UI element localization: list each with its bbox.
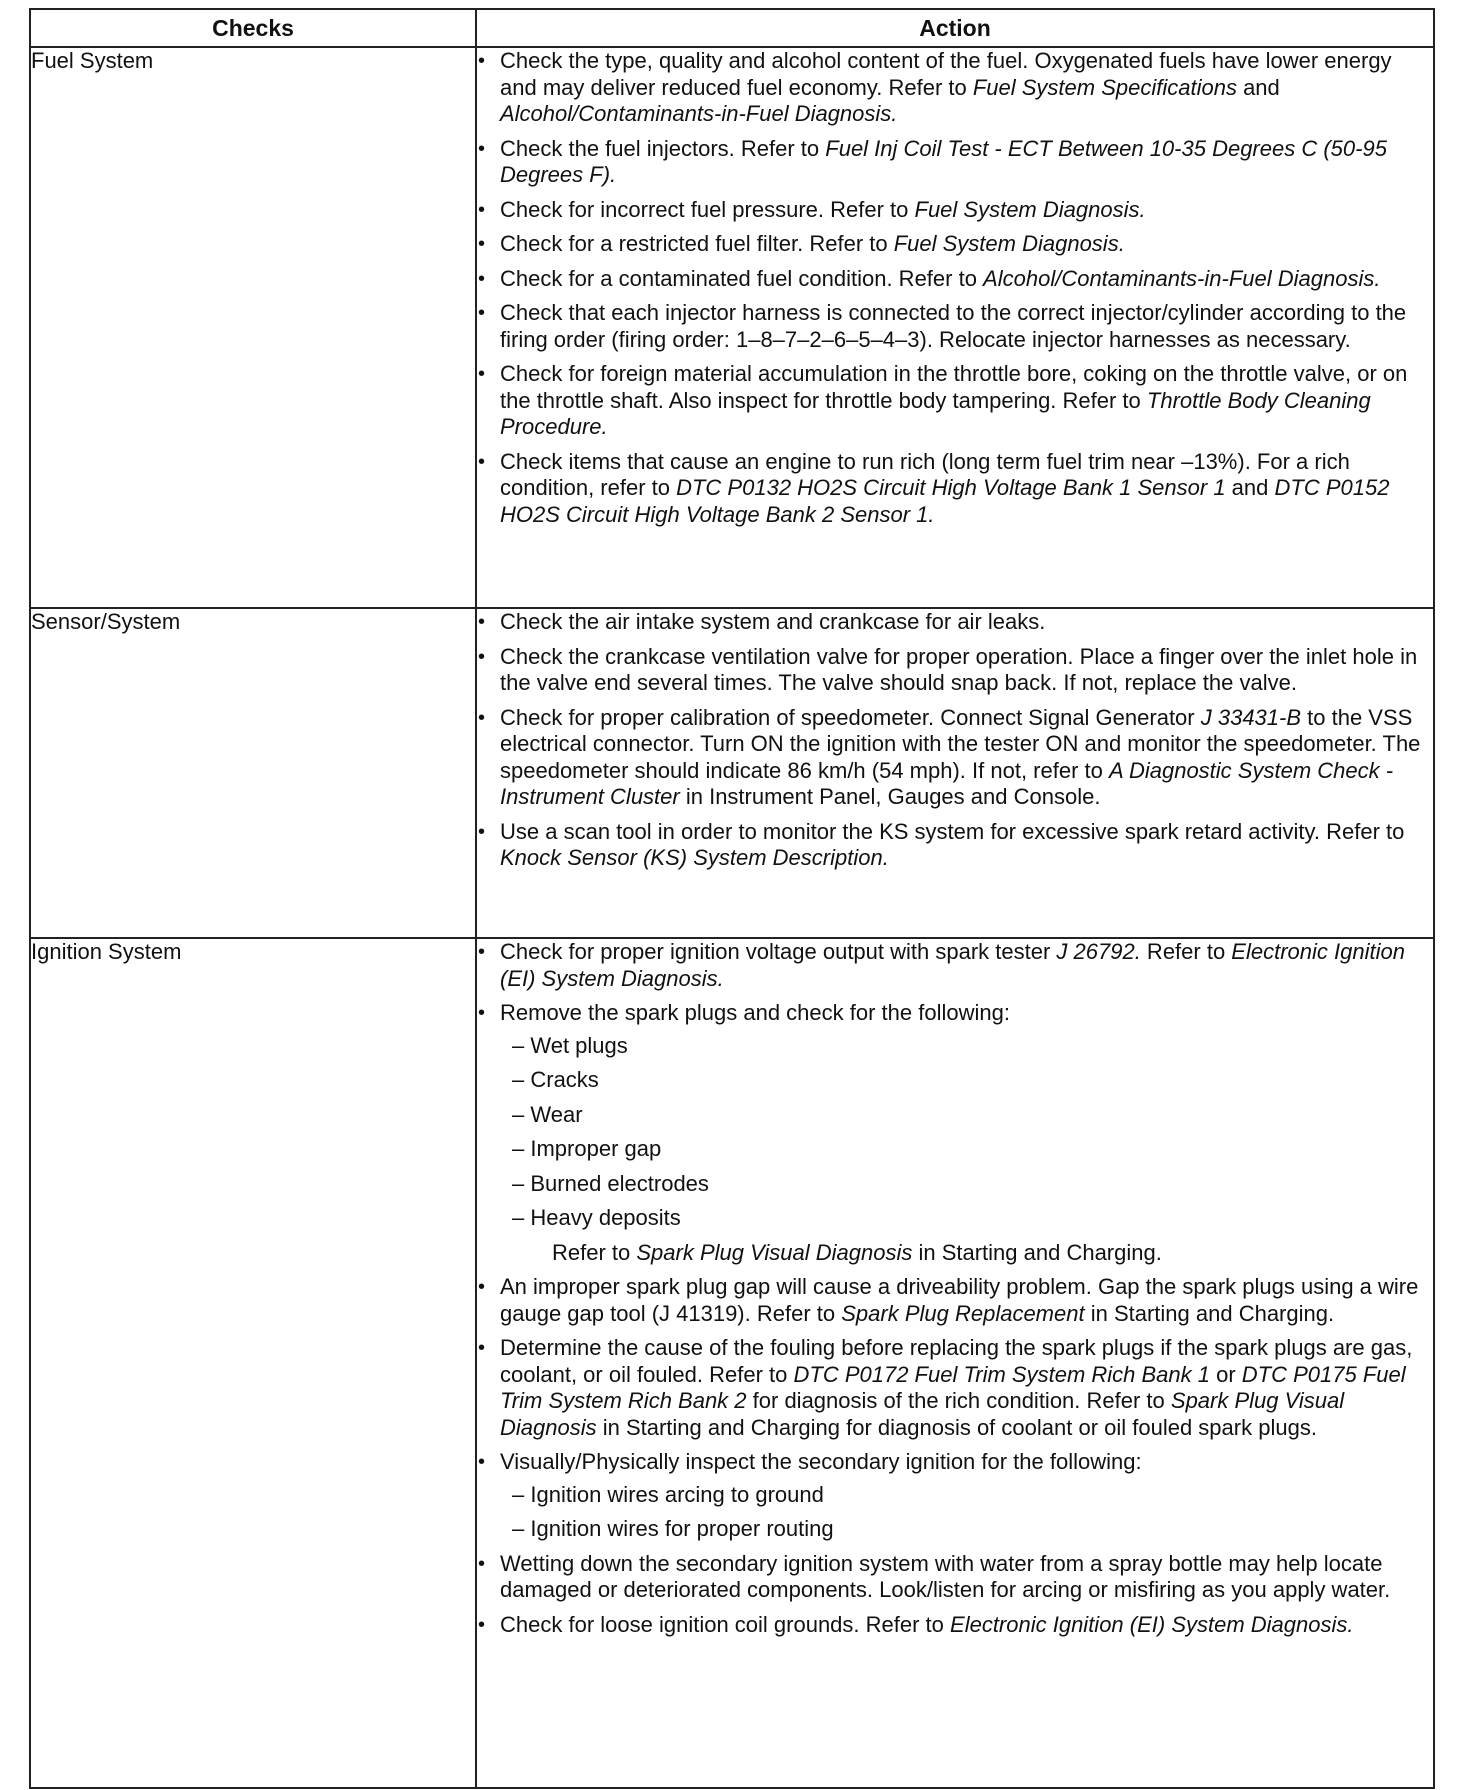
action-item (477, 1000, 1433, 1266)
spark-plug-refer (512, 1240, 1433, 1267)
action-item (477, 939, 1433, 992)
action-list (477, 609, 1433, 872)
action-item (477, 136, 1433, 189)
sub-item: – Ignition wires arcing to ground (512, 1482, 1433, 1509)
action-text: in Instrument Panel, Gauges and Console. (679, 784, 1101, 809)
action-item (477, 1274, 1433, 1327)
action-text: Check that each injector harness is connected to the correct injector/cylinder according to the firing order (firing order: 1–8–7–2–6–5–4–3). Relocate injector harnesses as necessary. (500, 300, 1407, 352)
reference-text: A Diagnostic System Check - Instrument Cluster (500, 757, 1394, 809)
reference-text: Spark Plug Replacement (841, 1300, 1085, 1326)
action-text: and (1225, 475, 1275, 500)
action-text: Refer to (552, 1239, 637, 1265)
action-text: or (1210, 1361, 1242, 1387)
action-item (477, 609, 1433, 636)
action-text: Use a scan tool in order to monitor the KS system for excessive spark retard activity. Refer to (500, 818, 1405, 844)
action-item (477, 48, 1433, 128)
table-row (30, 608, 1434, 938)
action-list (477, 48, 1433, 528)
action-cell (476, 47, 1434, 608)
action-text: Check the air intake system and crankcase for air leaks. (500, 609, 1046, 634)
action-item (477, 300, 1433, 353)
action-item (477, 266, 1433, 293)
action-text: Wetting down the secondary ignition system with water from a spray bottle may help locate damaged or deteriorated components. Look/listen for arcing or misfiring as you apply water. (500, 1550, 1391, 1602)
reference-text: Knock Sensor (KS) System Description. (500, 845, 889, 870)
action-item (477, 705, 1433, 811)
spark-plug-checklist (500, 1033, 1433, 1267)
action-text: An improper spark plug gap will cause a driveability problem. Gap the spark plugs using a wire gauge gap tool (J 41319). Refer to (500, 1274, 1419, 1326)
sub-item: – Wet plugs (512, 1033, 1433, 1060)
check-cell: Ignition System (30, 938, 476, 1788)
action-text: Refer to (1140, 939, 1232, 964)
action-text: Check for a restricted fuel filter. Refer to (500, 231, 894, 256)
action-item (477, 1551, 1433, 1604)
action-item (477, 1335, 1433, 1441)
reference-text: Alcohol/Contaminants-in-Fuel Diagnosis. (500, 101, 898, 126)
action-text: to the VSS electrical connector. Turn ON the ignition with the tester ON and monitor the speedometer. The speedometer should indicate 86 km/h (54 mph). If not, refer to (500, 704, 1421, 783)
action-text: Check for proper calibration of speedometer. Connect Signal Generator (500, 704, 1201, 730)
action-list (477, 939, 1433, 1638)
check-cell: Sensor/System (30, 608, 476, 938)
action-item (477, 231, 1433, 258)
secondary-ignition-checklist (500, 1482, 1433, 1543)
reference-text: Alcohol/Contaminants-in-Fuel Diagnosis. (983, 265, 1381, 291)
action-text: Check for foreign material accumulation in the throttle bore, coking on the throttle valve, or on the throttle shaft. Also inspect for throttle body tampering. Refer to (500, 361, 1408, 413)
sub-item: – Burned electrodes (512, 1171, 1433, 1198)
action-text: for diagnosis of the rich condition. Refer to (746, 1388, 1171, 1413)
action-cell (476, 938, 1434, 1788)
action-header: Action (476, 9, 1434, 47)
sub-item: – Wear (512, 1102, 1433, 1129)
reference-text: Electronic Ignition (EI) System Diagnosis. (950, 1611, 1354, 1637)
action-item (477, 361, 1433, 441)
action-text: Check the fuel injectors. Refer to (500, 135, 826, 161)
action-text: Determine the cause of the fouling before replacing the spark plugs if the spark plugs are gas, coolant, or oil fouled. Refer to (500, 1335, 1413, 1387)
action-item (477, 1449, 1433, 1543)
action-text: Check for proper ignition voltage output with spark tester (500, 939, 1057, 964)
check-cell: Fuel System (30, 47, 476, 608)
reference-text: Fuel System Diagnosis. (914, 196, 1146, 222)
action-text: Remove the spark plugs and check for the following: (500, 1000, 1010, 1025)
sub-item: – Ignition wires for proper routing (512, 1516, 1433, 1543)
sub-item: – Cracks (512, 1067, 1433, 1094)
action-text: Visually/Physically inspect the secondary ignition for the following: (500, 1449, 1142, 1474)
table-row (30, 47, 1434, 608)
reference-text: DTC P0175 Fuel Trim System Rich Bank 2 (500, 1361, 1406, 1413)
checks-header: Checks (30, 9, 476, 47)
reference-text: Fuel System Diagnosis. (893, 231, 1125, 256)
action-text: Check the type, quality and alcohol content of the fuel. Oxygenated fuels have lower energy and may deliver reduced fuel economy. Refer to (500, 48, 1392, 100)
action-cell (476, 608, 1434, 938)
action-item (477, 644, 1433, 697)
diagnostic-table (29, 8, 1435, 1789)
reference-text: DTC P0132 HO2S Circuit High Voltage Bank 1 Sensor 1 (676, 475, 1226, 500)
action-text: Check for a contaminated fuel condition. Refer to (500, 265, 984, 291)
action-text: in Starting and Charging for diagnosis of coolant or oil fouled spark plugs. (596, 1414, 1317, 1440)
sub-item: – Improper gap (512, 1136, 1433, 1163)
action-text: Check for loose ignition coil grounds. Refer to (500, 1611, 951, 1637)
header-row (30, 9, 1434, 47)
action-text: Check the crankcase ventilation valve for proper operation. Place a finger over the inlet hole in the valve end several times. The valve should snap back. If not, replace the valve. (500, 643, 1418, 695)
reference-text: Spark Plug Visual Diagnosis (636, 1239, 913, 1265)
action-item (477, 197, 1433, 224)
reference-text: Electronic Ignition (EI) System Diagnosis. (500, 939, 1405, 991)
reference-text: J 26792. (1056, 939, 1141, 964)
sub-item: – Heavy deposits (512, 1205, 1433, 1232)
reference-text: DTC P0172 Fuel Trim System Rich Bank 1 (793, 1361, 1210, 1387)
action-text: in Starting and Charging. (912, 1239, 1162, 1265)
action-item (477, 449, 1433, 529)
action-text: Check items that cause an engine to run rich (long term fuel trim near –13%). For a rich condition, refer to (500, 448, 1350, 500)
table-row (30, 938, 1434, 1788)
reference-text: Throttle Body Cleaning Procedure. (500, 387, 1371, 439)
action-text: Check for incorrect fuel pressure. Refer to (500, 196, 915, 222)
action-text: in Starting and Charging. (1084, 1300, 1335, 1326)
action-item (477, 819, 1433, 872)
reference-text: Fuel System Specifications (972, 74, 1237, 100)
reference-text: Spark Plug Visual Diagnosis (500, 1388, 1345, 1440)
action-item (477, 1612, 1433, 1639)
reference-text: J 33431-B (1200, 704, 1302, 730)
action-text: and (1236, 74, 1280, 100)
reference-text: Fuel Inj Coil Test - ECT Between 10-35 Degrees C (50-95 Degrees F). (500, 135, 1387, 187)
reference-text: DTC P0152 HO2S Circuit High Voltage Bank 2 Sensor 1. (500, 475, 1390, 527)
